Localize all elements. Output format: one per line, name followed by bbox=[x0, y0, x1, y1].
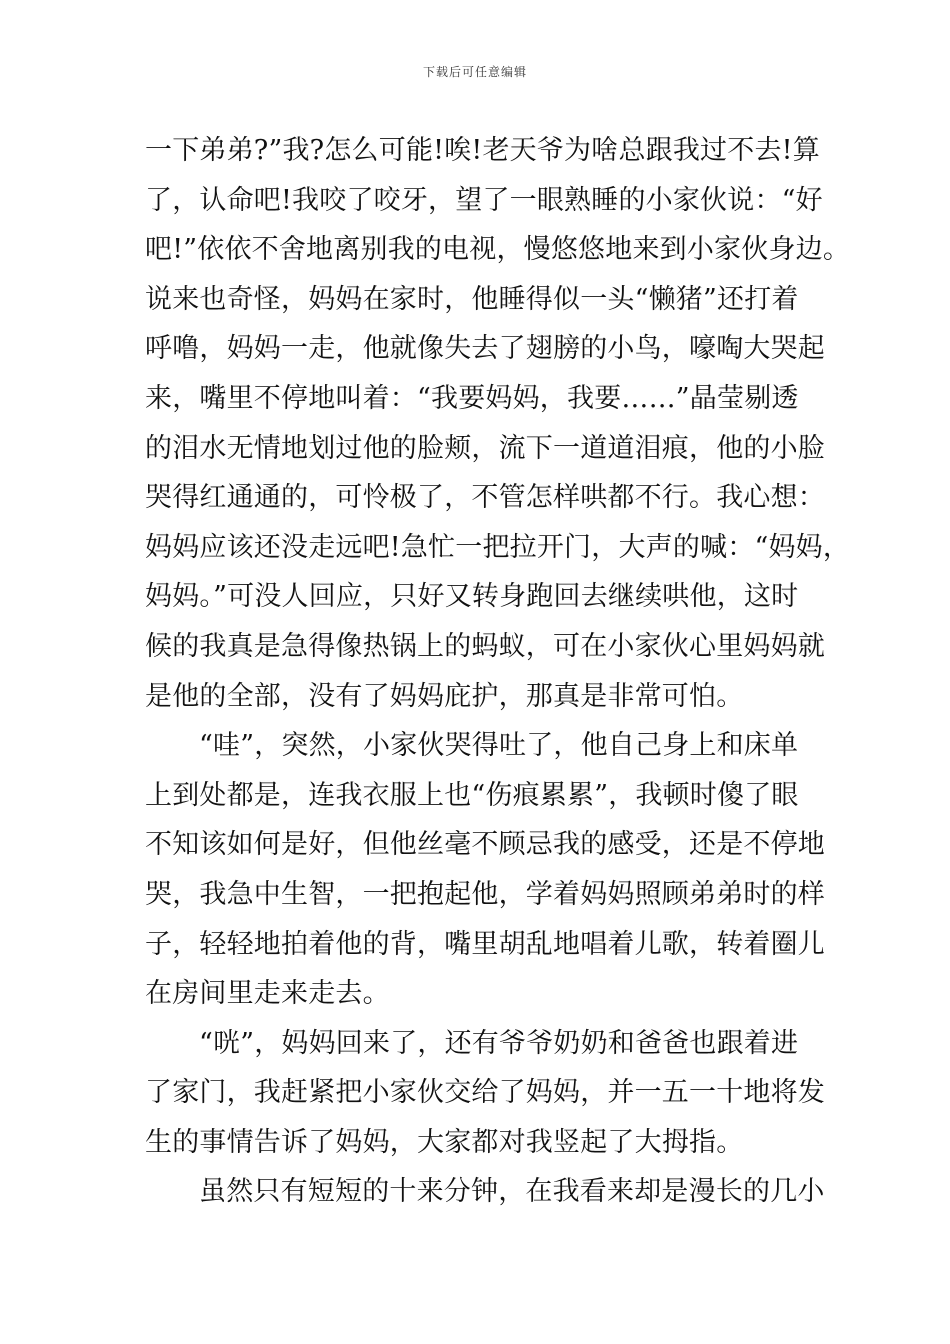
text-line: 妈妈应该还没走远吧!急忙一把拉开门，大声的喊：“妈妈， bbox=[145, 531, 851, 563]
body-text bbox=[145, 126, 851, 1217]
text-line: 在房间里走来走去。 bbox=[145, 978, 390, 1010]
text-line: 是他的全部，没有了妈妈庇护，那真是非常可怕。 bbox=[145, 680, 744, 712]
text-line: 不知该如何是好，但他丝毫不顾忌我的感受，还是不停地 bbox=[145, 829, 825, 861]
text-line: 妈妈。”可没人回应，只好又转身跑回去继续哄他，这时 bbox=[145, 581, 799, 613]
text-line: 一下弟弟?”我?怎么可能!唉!老天爷为啥总跟我过不去!算 bbox=[145, 135, 820, 166]
paragraph-start-line: “哇”，突然，小家伙哭得吐了，他自己身上和床单 bbox=[199, 730, 799, 762]
text-line: 的泪水无情地划过他的脸颊，流下一道道泪痕，他的小脸 bbox=[145, 432, 825, 464]
page-header-note: 下载后可任意编辑 bbox=[422, 65, 527, 79]
text-line: 了，认命吧!我咬了咬牙，望了一眼熟睡的小家伙说：“好 bbox=[145, 184, 823, 216]
paragraph-start-line: “咣”，妈妈回来了，还有爷爷奶奶和爸爸也跟着进 bbox=[199, 1027, 799, 1059]
text-line: 来，嘴里不停地叫着：“我要妈妈，我要……”晶莹剔透 bbox=[145, 382, 799, 414]
text-line: 吧!”依依不舍地离别我的电视，慢悠悠地来到小家伙身边。 bbox=[145, 234, 851, 266]
text-line: 了家门，我赶紧把小家伙交给了妈妈，并一五一十地将发 bbox=[145, 1077, 825, 1109]
text-line: 哭，我急中生智，一把抱起他，学着妈妈照顾弟弟时的样 bbox=[145, 878, 825, 910]
paragraph-start-line: 虽然只有短短的十来分钟，在我看来却是漫长的几小 bbox=[199, 1176, 825, 1208]
text-line: 子，轻轻地拍着他的背，嘴里胡乱地唱着儿歌，转着圈儿 bbox=[145, 928, 825, 960]
text-line: 候的我真是急得像热锅上的蚂蚁，可在小家伙心里妈妈就 bbox=[145, 630, 825, 662]
text-line: 呼噜，妈妈一走，他就像失去了翅膀的小鸟，嚎啕大哭起 bbox=[145, 333, 825, 365]
text-line: 上到处都是，连我衣服上也“伤痕累累”，我顿时傻了眼 bbox=[145, 779, 799, 811]
text-line: 生的事情告诉了妈妈，大家都对我竖起了大拇指。 bbox=[145, 1126, 744, 1158]
text-line: 哭得红通通的，可怜极了，不管怎样哄都不行。我心想： bbox=[145, 482, 825, 514]
text-line: 说来也奇怪，妈妈在家时，他睡得似一头“懒猪”还打着 bbox=[145, 283, 799, 315]
